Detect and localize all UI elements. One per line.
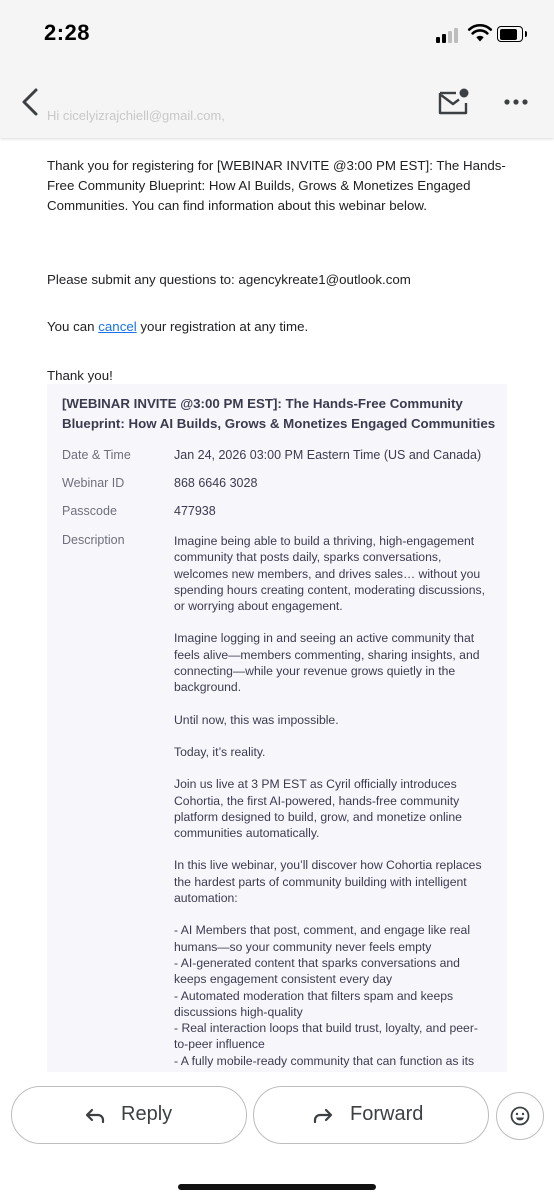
passcode-value: 477938: [174, 504, 216, 518]
feature-bullet: - Automated moderation that filters spam and keeps discussions high-quality: [174, 988, 454, 1019]
feature-bullet: - Real interaction loops that build trust, loyalty, and peer-to-peer influence: [174, 1021, 478, 1052]
cancel-paragraph: [47, 317, 507, 337]
description-label: Description: [62, 533, 125, 547]
description-text: [174, 533, 489, 1085]
cancel-registration-link[interactable]: cancel: [98, 319, 137, 334]
reply-arrow-icon: [84, 1107, 106, 1125]
feature-bullet: - AI-generated content that sparks conversations and keeps engagement consistent every day: [174, 955, 460, 987]
forward-button[interactable]: [253, 1086, 489, 1144]
questions-paragraph: Please submit any questions to: agencykreate1@outlook.com: [47, 272, 411, 287]
top-bar: [0, 0, 554, 138]
mark-unread-button[interactable]: [436, 86, 472, 118]
emoji-smile-icon: [509, 1105, 531, 1127]
webinar-title: [WEBINAR INVITE @3:00 PM EST]: The Hands-Free Community Blueprint: How AI Builds, Grows & Monetizes Engaged Communities: [62, 396, 496, 431]
forward-label: Forward: [350, 1103, 424, 1125]
description-paragraph: Today, it’s reality.: [174, 744, 266, 759]
passcode-label: Passcode: [62, 504, 117, 518]
description-paragraph: Until now, this was impossible.: [174, 712, 339, 727]
home-indicator: [178, 1184, 376, 1190]
description-paragraph: Imagine logging in and seeing an active community that feels alive—members commenting, sharing insights, and connecting—while your revenue grows quietly in the background.: [174, 631, 480, 695]
webinar-details-card: [47, 384, 507, 1074]
chevron-left-icon: [14, 82, 48, 122]
intro-paragraph: Thank you for registering for [WEBINAR INVITE @3:00 PM EST]: The Hands-Free Community Blueprint: How AI Builds, Grows & Monetizes Engaged Communities. You can find information about this webinar below.: [47, 158, 506, 213]
more-options-button[interactable]: [500, 88, 534, 116]
bottom-action-bar: [0, 1072, 554, 1200]
webinar-id-label: Webinar ID: [62, 476, 125, 490]
feature-bullet: - A fully mobile-ready community that can function as its: [174, 1053, 475, 1068]
cancel-prefix: You can: [47, 319, 99, 334]
feature-bullet: - AI Members that post, comment, and engage like real humans—so your community never feels empty: [174, 923, 471, 954]
webinar-id-value: 868 6646 3028: [174, 476, 258, 490]
email-app-bar: [0, 64, 554, 138]
cellular-signal-icon: [436, 27, 462, 43]
status-bar: [0, 0, 554, 64]
cancel-suffix: your registration at any time.: [136, 319, 309, 334]
reply-label: Reply: [121, 1103, 173, 1125]
thanks-paragraph: Thank you!: [47, 368, 113, 383]
battery-icon: [497, 26, 527, 42]
wifi-icon: [468, 24, 492, 42]
more-horizontal-icon: [500, 88, 534, 116]
reply-button[interactable]: [11, 1086, 247, 1144]
description-paragraph: Imagine being able to build a thriving, high-engagement community that posts daily, sparks conversations, welcomes new members, and drives sales… without you spending hours creating content, moderating discussions, or worrying about engagement.: [174, 534, 485, 614]
status-time: 2:28: [44, 20, 91, 45]
date-time-value: Jan 24, 2026 03:00 PM Eastern Time (US and Canada): [174, 448, 482, 462]
description-paragraph: In this live webinar, you’ll discover how Cohortia replaces the hardest parts of community building with intelligent automation:: [174, 858, 482, 906]
date-time-label: Date & Time: [62, 448, 131, 462]
forward-arrow-icon: [312, 1107, 334, 1125]
back-button[interactable]: [14, 82, 48, 122]
emoji-reaction-button[interactable]: [496, 1092, 544, 1140]
mark-unread-icon: [436, 86, 472, 118]
description-paragraph: Join us live at 3 PM EST as Cyril officially introduces Cohortia, the first AI-powered, hands-free community platform designed to build, grow, and monetize online communities automatically.: [174, 777, 462, 841]
greeting-ghost-text: Hi cicelyizrajchiell@gmail.com,: [47, 108, 225, 123]
